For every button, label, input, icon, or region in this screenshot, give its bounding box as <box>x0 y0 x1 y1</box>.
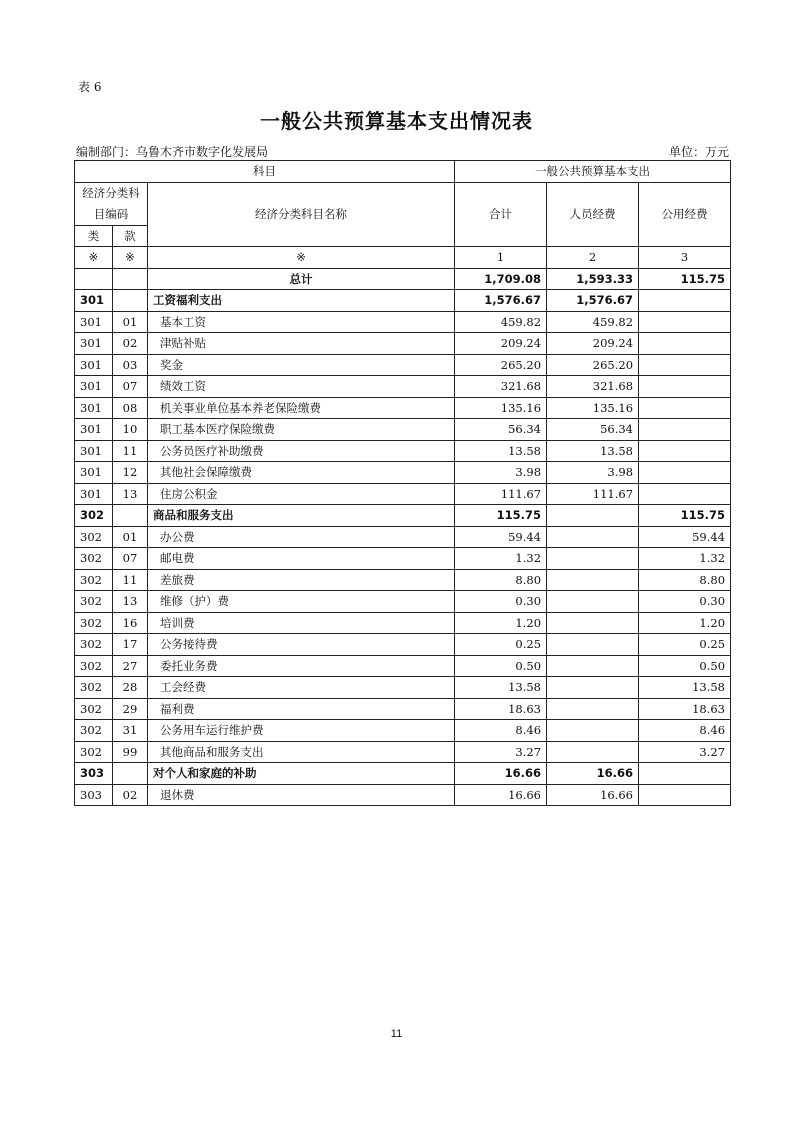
total-cell: 8.80 <box>455 569 547 591</box>
subject-name-cell: 职工基本医疗保险缴费 <box>148 419 455 441</box>
subject-name-cell: 其他社会保障缴费 <box>148 462 455 484</box>
public-cell: 3.27 <box>639 741 731 763</box>
item-code-cell: 27 <box>113 655 148 677</box>
total-header: 合计 <box>455 182 547 247</box>
item-code-cell <box>113 290 148 312</box>
personnel-cell <box>547 677 639 699</box>
public-cell: 8.46 <box>639 720 731 742</box>
personnel-cell <box>547 720 639 742</box>
class-code-cell: 302 <box>75 698 113 720</box>
table-row <box>75 698 731 720</box>
total-cell: 209.24 <box>455 333 547 355</box>
table-row <box>75 376 731 398</box>
total-cell: 0.50 <box>455 655 547 677</box>
public-cell: 18.63 <box>639 698 731 720</box>
item-code-cell: 13 <box>113 483 148 505</box>
personnel-cell <box>547 741 639 763</box>
subject-name-cell: 商品和服务支出 <box>148 505 455 527</box>
item-code-cell: 29 <box>113 698 148 720</box>
table-row <box>75 612 731 634</box>
total-cell: 16.66 <box>455 763 547 785</box>
total-cell: 18.63 <box>455 698 547 720</box>
grand-total-label: 总计 <box>148 268 455 290</box>
class-code-cell: 301 <box>75 462 113 484</box>
subject-name-cell: 邮电费 <box>148 548 455 570</box>
public-cell: 59.44 <box>639 526 731 548</box>
personnel-cell <box>547 591 639 613</box>
subject-name-cell: 工会经费 <box>148 677 455 699</box>
subject-name-cell: 机关事业单位基本养老保险缴费 <box>148 397 455 419</box>
public-cell: 8.80 <box>639 569 731 591</box>
total-cell: 1,576.67 <box>455 290 547 312</box>
personnel-cell <box>547 698 639 720</box>
item-code-cell: 16 <box>113 612 148 634</box>
grand-total-personnel: 1,593.33 <box>547 268 639 290</box>
public-cell: 1.20 <box>639 612 731 634</box>
table-row <box>75 483 731 505</box>
total-cell: 8.46 <box>455 720 547 742</box>
class-code-cell: 301 <box>75 419 113 441</box>
item-code-cell: 03 <box>113 354 148 376</box>
personnel-cell <box>547 548 639 570</box>
subject-name-cell: 公务员医疗补助缴费 <box>148 440 455 462</box>
total-cell: 1.20 <box>455 612 547 634</box>
item-code-cell <box>113 505 148 527</box>
header-row-1 <box>75 161 731 183</box>
personnel-cell: 1,576.67 <box>547 290 639 312</box>
class-code-cell: 302 <box>75 634 113 656</box>
table-number: 表 6 <box>78 80 102 94</box>
personnel-cell: 321.68 <box>547 376 639 398</box>
item-code-cell: 01 <box>113 526 148 548</box>
table-row <box>75 354 731 376</box>
total-cell: 56.34 <box>455 419 547 441</box>
personnel-cell <box>547 634 639 656</box>
item-code-cell: 02 <box>113 784 148 806</box>
personnel-cell: 209.24 <box>547 333 639 355</box>
personnel-cell: 16.66 <box>547 763 639 785</box>
total-cell: 3.27 <box>455 741 547 763</box>
total-cell: 3.98 <box>455 462 547 484</box>
subject-name-cell: 公务接待费 <box>148 634 455 656</box>
total-cell: 321.68 <box>455 376 547 398</box>
public-cell <box>639 440 731 462</box>
class-code-cell: 302 <box>75 655 113 677</box>
item-code-cell: 10 <box>113 419 148 441</box>
mark-col-2: 2 <box>547 247 639 269</box>
table-row <box>75 526 731 548</box>
total-cell: 459.82 <box>455 311 547 333</box>
class-code-cell: 303 <box>75 784 113 806</box>
table-row <box>75 763 731 785</box>
class-header: 类 <box>75 225 113 247</box>
class-code-cell: 301 <box>75 290 113 312</box>
public-cell <box>639 311 731 333</box>
public-cell <box>639 419 731 441</box>
item-code-cell: 02 <box>113 333 148 355</box>
subject-name-cell: 工资福利支出 <box>148 290 455 312</box>
table-row <box>75 569 731 591</box>
subject-name-cell: 津贴补贴 <box>148 333 455 355</box>
public-cell <box>639 397 731 419</box>
personnel-cell: 265.20 <box>547 354 639 376</box>
item-code-cell: 99 <box>113 741 148 763</box>
mark-name: ※ <box>148 247 455 269</box>
total-cell: 135.16 <box>455 397 547 419</box>
personnel-cell: 459.82 <box>547 311 639 333</box>
item-code-cell: 07 <box>113 376 148 398</box>
subject-name-cell: 福利费 <box>148 698 455 720</box>
subject-name-cell: 维修（护）费 <box>148 591 455 613</box>
table-row <box>75 333 731 355</box>
grand-total-public: 115.75 <box>639 268 731 290</box>
mark-class: ※ <box>75 247 113 269</box>
public-cell: 13.58 <box>639 677 731 699</box>
table-row <box>75 505 731 527</box>
subject-name-cell: 培训费 <box>148 612 455 634</box>
table-row <box>75 397 731 419</box>
subject-name-cell: 绩效工资 <box>148 376 455 398</box>
public-cell <box>639 462 731 484</box>
public-header: 公用经费 <box>639 182 731 247</box>
public-cell <box>639 763 731 785</box>
class-code-cell: 302 <box>75 720 113 742</box>
item-code-cell: 31 <box>113 720 148 742</box>
class-code-cell: 301 <box>75 483 113 505</box>
public-cell <box>639 483 731 505</box>
personnel-cell: 56.34 <box>547 419 639 441</box>
grand-total-row <box>75 268 731 290</box>
subject-name-cell: 其他商品和服务支出 <box>148 741 455 763</box>
public-cell: 0.50 <box>639 655 731 677</box>
personnel-cell <box>547 526 639 548</box>
table-row <box>75 591 731 613</box>
total-cell: 115.75 <box>455 505 547 527</box>
public-cell <box>639 354 731 376</box>
mark-col-1: 1 <box>455 247 547 269</box>
class-code-cell: 302 <box>75 741 113 763</box>
item-code-cell: 01 <box>113 311 148 333</box>
item-code-cell <box>113 763 148 785</box>
class-code-cell: 302 <box>75 505 113 527</box>
header-row-2 <box>75 182 731 225</box>
public-cell <box>639 290 731 312</box>
code-header: 经济分类科目编码 <box>75 182 148 225</box>
personnel-cell: 111.67 <box>547 483 639 505</box>
class-code-cell: 301 <box>75 311 113 333</box>
table-row <box>75 720 731 742</box>
item-code-cell: 28 <box>113 677 148 699</box>
item-header: 款 <box>113 225 148 247</box>
total-cell: 13.58 <box>455 440 547 462</box>
personnel-cell: 16.66 <box>547 784 639 806</box>
class-code-cell: 302 <box>75 526 113 548</box>
mark-col-3: 3 <box>639 247 731 269</box>
table-row <box>75 784 731 806</box>
total-cell: 0.25 <box>455 634 547 656</box>
personnel-cell <box>547 569 639 591</box>
personnel-cell <box>547 612 639 634</box>
subject-name-cell: 差旅费 <box>148 569 455 591</box>
class-code-cell: 302 <box>75 612 113 634</box>
total-cell: 13.58 <box>455 677 547 699</box>
page-number: 11 <box>390 1028 403 1040</box>
compiling-department: 编制部门：乌鲁木齐市数字化发展局 <box>76 145 269 159</box>
budget-table <box>74 160 731 806</box>
grand-total-class-cell <box>75 268 113 290</box>
total-cell: 16.66 <box>455 784 547 806</box>
grand-total-item-cell <box>113 268 148 290</box>
subject-name-cell: 退休费 <box>148 784 455 806</box>
table-row <box>75 311 731 333</box>
class-code-cell: 301 <box>75 397 113 419</box>
class-code-cell: 302 <box>75 591 113 613</box>
class-code-cell: 302 <box>75 677 113 699</box>
mark-item: ※ <box>113 247 148 269</box>
table-row <box>75 440 731 462</box>
item-code-cell: 17 <box>113 634 148 656</box>
personnel-cell: 13.58 <box>547 440 639 462</box>
class-code-cell: 303 <box>75 763 113 785</box>
public-cell: 1.32 <box>639 548 731 570</box>
public-cell <box>639 333 731 355</box>
table-row <box>75 419 731 441</box>
table-row <box>75 634 731 656</box>
subject-header: 科目 <box>75 161 455 183</box>
personnel-cell <box>547 505 639 527</box>
total-cell: 1.32 <box>455 548 547 570</box>
subject-name-cell: 公务用车运行维护费 <box>148 720 455 742</box>
table-row <box>75 741 731 763</box>
table-row <box>75 548 731 570</box>
public-cell <box>639 784 731 806</box>
table-row <box>75 462 731 484</box>
total-cell: 265.20 <box>455 354 547 376</box>
public-cell: 0.25 <box>639 634 731 656</box>
table-row <box>75 677 731 699</box>
class-code-cell: 301 <box>75 376 113 398</box>
name-header: 经济分类科目名称 <box>148 182 455 247</box>
subject-name-cell: 对个人和家庭的补助 <box>148 763 455 785</box>
personnel-header: 人员经费 <box>547 182 639 247</box>
public-cell <box>639 376 731 398</box>
total-cell: 59.44 <box>455 526 547 548</box>
item-code-cell: 07 <box>113 548 148 570</box>
class-code-cell: 302 <box>75 569 113 591</box>
grand-total-total: 1,709.08 <box>455 268 547 290</box>
subject-name-cell: 委托业务费 <box>148 655 455 677</box>
unit-label: 单位：万元 <box>668 145 729 159</box>
personnel-cell <box>547 655 639 677</box>
subject-name-cell: 住房公积金 <box>148 483 455 505</box>
page-title: 一般公共预算基本支出情况表 <box>260 109 533 133</box>
item-code-cell: 11 <box>113 440 148 462</box>
class-code-cell: 301 <box>75 333 113 355</box>
subject-name-cell: 基本工资 <box>148 311 455 333</box>
total-cell: 0.30 <box>455 591 547 613</box>
item-code-cell: 13 <box>113 591 148 613</box>
item-code-cell: 12 <box>113 462 148 484</box>
subject-name-cell: 奖金 <box>148 354 455 376</box>
class-code-cell: 301 <box>75 354 113 376</box>
public-cell: 115.75 <box>639 505 731 527</box>
public-cell: 0.30 <box>639 591 731 613</box>
subject-name-cell: 办公费 <box>148 526 455 548</box>
table-row <box>75 290 731 312</box>
item-code-cell: 08 <box>113 397 148 419</box>
class-code-cell: 301 <box>75 440 113 462</box>
expense-header: 一般公共预算基本支出 <box>455 161 731 183</box>
personnel-cell: 3.98 <box>547 462 639 484</box>
marks-row <box>75 247 731 269</box>
item-code-cell: 11 <box>113 569 148 591</box>
table-row <box>75 655 731 677</box>
class-code-cell: 302 <box>75 548 113 570</box>
personnel-cell: 135.16 <box>547 397 639 419</box>
total-cell: 111.67 <box>455 483 547 505</box>
